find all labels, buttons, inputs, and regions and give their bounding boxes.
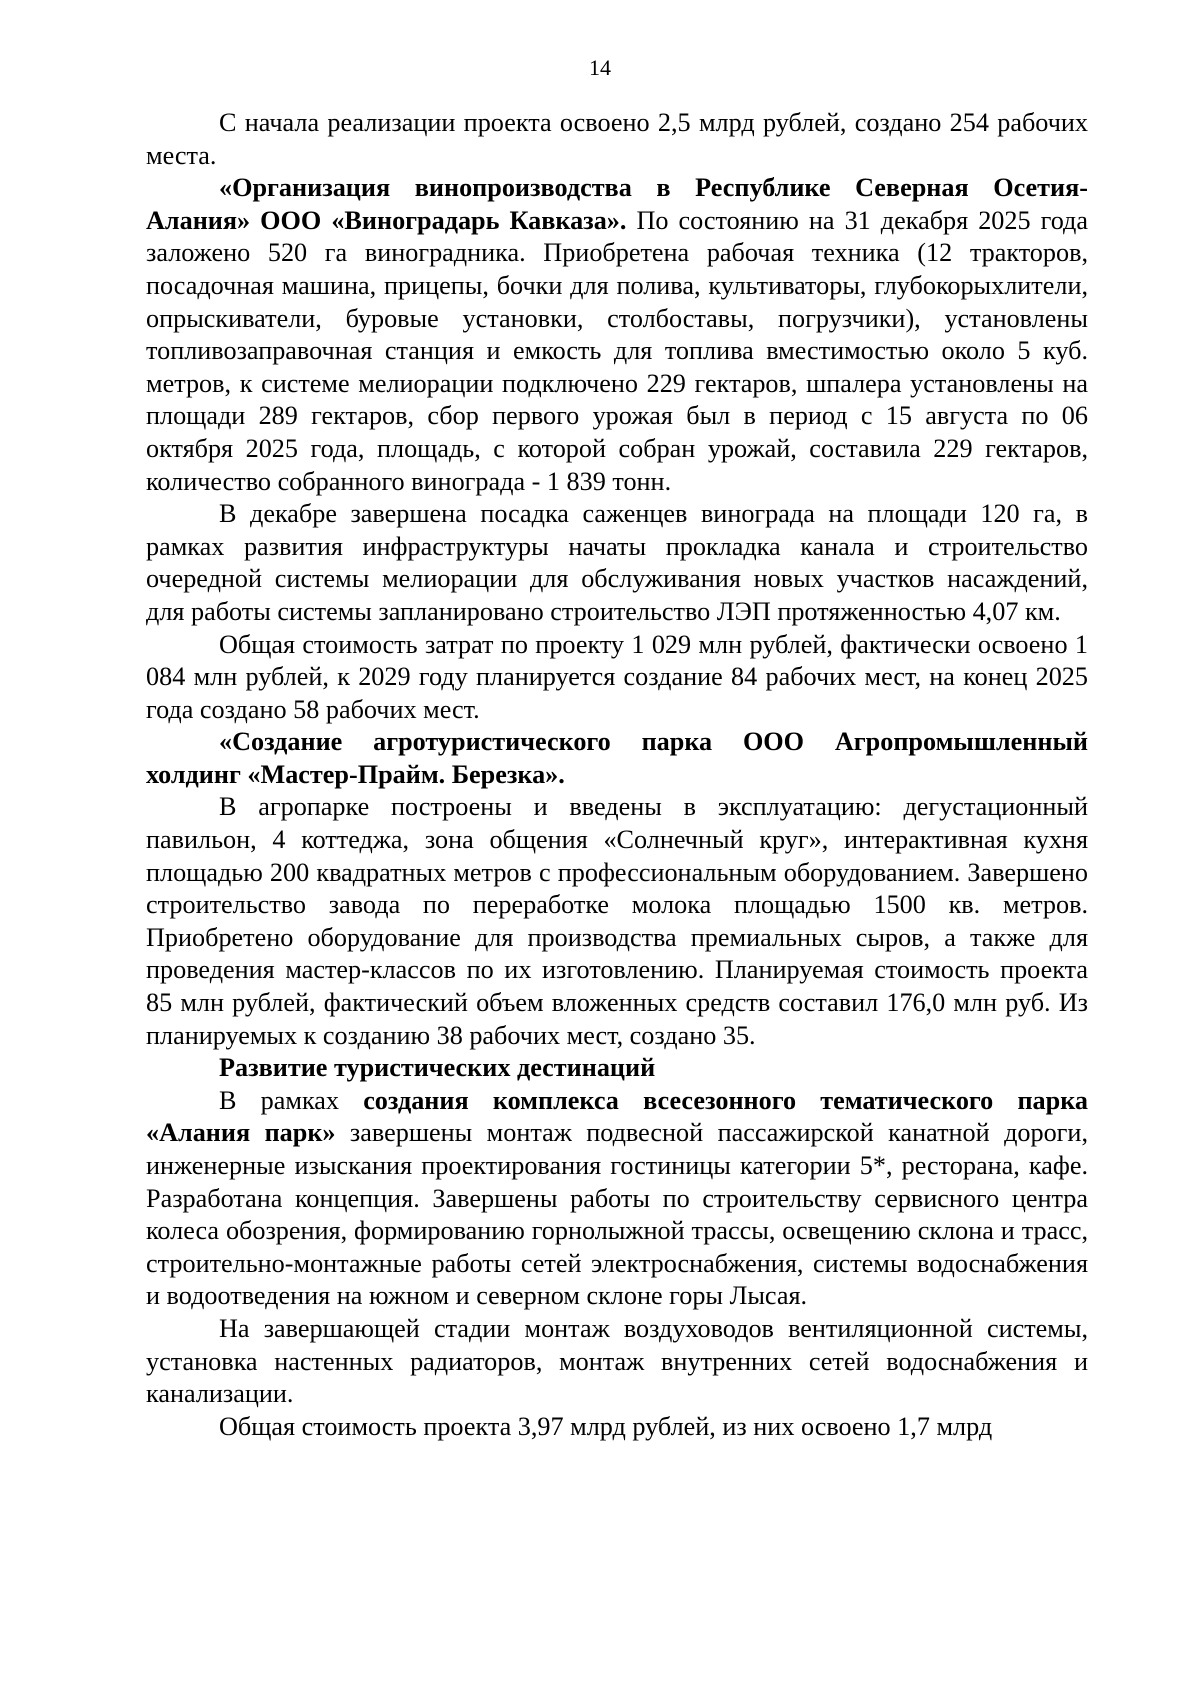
paragraph-winemaking-project (146, 172, 1088, 498)
agrotourism-park-title: «Создание агротуристического парка ООО Агропромышленный холдинг «Мастер-Прайм. Березка». (146, 727, 1088, 789)
paragraph-vineyard-planting: В декабре завершена посадка саженцев винограда на площади 120 га, в рамках развития инфраструктуры начаты прокладка канала и строительство очередной системы мелиорации для обслуживания новых участков насаждений, для работы системы запланировано строительство ЛЭП протяженностью 4,07 км. (146, 499, 1088, 626)
alania-park-lead: В рамках (219, 1085, 364, 1115)
paragraph-agropark: В агропарке построены и введены в эксплуатацию: дегустационный павильон, 4 коттеджа, зона общения «Солнечный круг», интерактивная кухня площадью 200 квадратных метров с профессиональным оборудованием. Завершено строительство завода по переработке молока площадью 1500 кв. метров. Приобретено оборудование для производства премиальных сыров, а также для проведения мастер-классов по их изготовлению. Планируемая стоимость проекта 85 млн рублей, фактический объем вложенных средств составил 176,0 млн руб. Из планируемых к созданию 38 рабочих мест, создано 35. (146, 792, 1088, 1050)
paragraph-final-stage: На завершающей стадии монтаж воздуховодов вентиляционной системы, установка настенных радиаторов, монтаж внутренних сетей водоснабжения и канализации. (146, 1313, 1088, 1409)
winemaking-project-title: «Организация винопроизводства в Республике Северная Осетия-Алания» ООО «Виноградарь Кавказа». (146, 173, 1088, 235)
page-number: 14 (589, 55, 611, 80)
paragraph-alania-park (146, 1085, 1088, 1313)
section-heading-tourist-destinations: Развитие туристических дестинаций (219, 1053, 656, 1083)
alania-park-text: завершены монтаж подвесной пассажирской канатной дороги, инженерные изыскания проектирования гостиницы категории 5*, ресторана, кафе. Разработана концепция. Завершены работы по строительству сервисного центра колеса обозрения, формированию горнолыжной трассы, освещению склона и трасс, строительно-монтажные работы сетей электроснабжения, системы водоснабжения и водоотведения на южном и северном склоне горы Лысая. (146, 1118, 1088, 1311)
paragraph-project-funding: С начала реализации проекта освоено 2,5 млрд рублей, создано 254 рабочих места. (146, 108, 1088, 170)
alania-park-title: создания комплекса всесезонного тематического парка «Алания парк» (146, 1085, 1088, 1148)
paragraph-total-cost: Общая стоимость проекта 3,97 млрд рублей, из них освоено 1,7 млрд (219, 1411, 993, 1441)
paragraph-winemaking-costs: Общая стоимость затрат по проекту 1 029 млн рублей, фактически освоено 1 084 млн рублей, к 2029 году планируется создание 84 рабочих мест, на конец 2025 года создано 58 рабочих мест. (146, 629, 1088, 724)
winemaking-project-text: По состоянию на 31 декабря 2025 года заложено 520 га виноградника. Приобретена рабочая техника (12 тракторов, посадочная машина, прицепы, бочки для полива, культиваторы, глубокорыхлители, опрыскиватели, буровые установки, столбоставы, погрузчики), установлены топливозаправочная станция и емкость для топлива вместимостью около 5 куб. метров, к системе мелиорации подключено 229 гектаров, шпалера установлены на площади 289 гектаров, сбор первого урожая был в период с 15 августа по 06 октября 2025 года, площадь, с которой собран урожай, составила 229 гектаров, количество собранного винограда - 1 839 тонн. (146, 205, 1088, 496)
document-body (146, 107, 1088, 1443)
